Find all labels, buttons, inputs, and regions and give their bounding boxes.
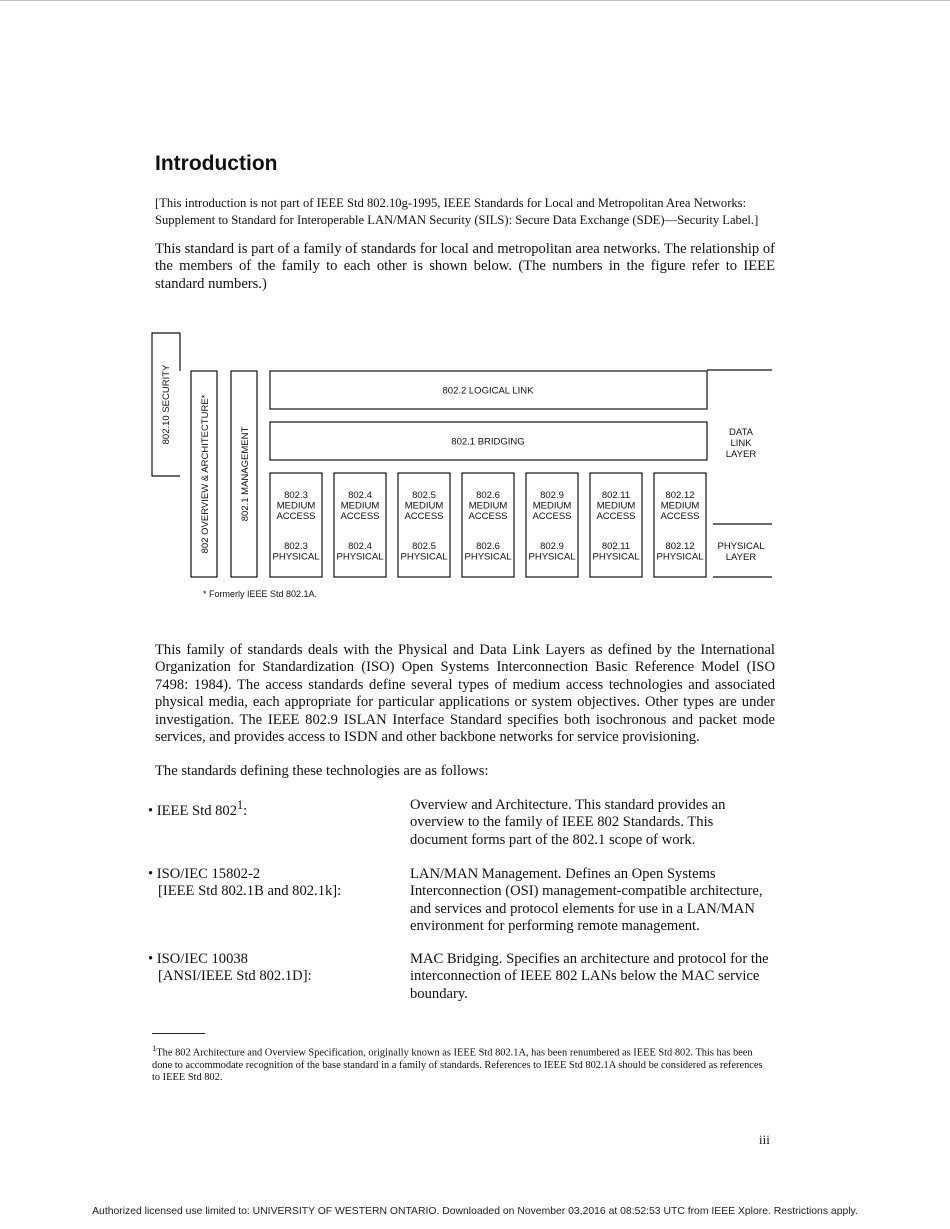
intro-paragraph: This standard is part of a family of standards for local and metropolitan area networks. The relationship of the members of the family to each other is shown below. (The numbers in the figure refer to IEEE standard numbers.)	[155, 241, 775, 292]
physical-label: PHYSICAL	[400, 551, 448, 563]
medium-access-label: MEDIUM	[660, 500, 700, 512]
physical-label: PHYSICAL	[336, 551, 384, 563]
medium-access-label: 802.4	[348, 490, 372, 501]
medium-access-label: ACCESS	[468, 511, 508, 522]
physical-label: 802.4	[348, 541, 372, 552]
label-suffix: :	[243, 802, 248, 819]
medium-access-label: MEDIUM	[532, 500, 572, 512]
medium-access-label: 802.11	[601, 490, 631, 501]
footnote	[152, 1042, 772, 1085]
bridging-label: 802.1 BRIDGING	[451, 436, 525, 448]
medium-access-label: MEDIUM	[468, 500, 508, 512]
diagram-footnote: * Formerly IEEE Std 802.1A.	[203, 589, 318, 599]
physical-layer-line: LAYER	[725, 552, 757, 563]
standard-item-label	[148, 951, 398, 986]
standard-item-description: Overview and Architecture. This standard provides an overview to the family of IEEE 802 Standards. This document forms part of the 802.1 scope of work.	[410, 797, 726, 848]
physical-layer-label	[718, 541, 765, 563]
medium-access-label: MEDIUM	[596, 500, 636, 512]
medium-access-label: 802.12	[665, 490, 695, 501]
data-link-layer-label	[726, 427, 757, 460]
page-number: iii	[759, 1132, 770, 1147]
physical-layer-line: PHYSICAL	[717, 541, 765, 552]
standard-item-label	[148, 797, 398, 820]
physical-label: 802.9	[540, 541, 564, 552]
medium-access-label: MEDIUM	[276, 500, 316, 512]
physical-label: 802.3	[284, 541, 308, 552]
footnote-text: The 802 Architecture and Overview Specification, originally known as IEEE Std 802.1A, has been renumbered as IEEE Std 802. This has been done to accommodate recognition of the base standard in a family of standards. References to IEEE Std 802.1A should be considered as references to IEEE Std 802.	[152, 1047, 763, 1084]
medium-access-label: 802.6	[476, 490, 500, 501]
data-link-line: LAYER	[725, 449, 757, 460]
list-intro: The standards defining these technologies are as follows:	[155, 763, 489, 779]
standard-item-label	[148, 866, 398, 901]
data-link-line: DATA	[729, 427, 753, 438]
physical-label: PHYSICAL	[528, 551, 576, 563]
medium-access-label: 802.3	[284, 490, 308, 501]
physical-label: PHYSICAL	[656, 551, 704, 563]
license-notice: Authorized licensed use limited to: UNIVERSITY OF WESTERN ONTARIO. Downloaded on November 03,2016 at 08:52:53 UTC from IEEE Xplore. Restrictions apply.	[92, 1206, 858, 1217]
medium-access-label: ACCESS	[532, 511, 572, 522]
data-link-line: LINK	[730, 438, 752, 449]
bullet: •	[148, 866, 154, 882]
footnote-ref: 1	[237, 798, 244, 812]
family-paragraph: This family of standards deals with the Physical and Data Link Layers as defined by the International Organization for Standardization (ISO) Open Systems Interconnection Basic Reference Model (ISO 7498: 1984). The access standards define several types of medium access technologies and associated physical media, each appropriate for particular applications or system objectives. Other types are under investigation. The IEEE 802.9 ISLAN Interface Standard specifies both isochronous and packet mode services, and provides access to ISDN and other backbone networks for service provisioning.	[155, 642, 775, 746]
medium-access-label: ACCESS	[660, 511, 700, 522]
standard-name-line2: [IEEE Std 802.1B and 802.1k]:	[158, 883, 342, 900]
physical-label: PHYSICAL	[272, 551, 320, 563]
standard-item-description: MAC Bridging. Specifies an architecture and protocol for the interconnection of IEEE 802 LANs below the MAC service boundary.	[410, 951, 769, 1002]
medium-access-label: ACCESS	[404, 511, 444, 522]
overview-label: 802 OVERVIEW & ARCHITECTURE*	[200, 394, 211, 554]
medium-access-label: 802.9	[540, 490, 564, 501]
physical-label: PHYSICAL	[592, 551, 640, 563]
medium-access-label: MEDIUM	[404, 500, 444, 512]
bullet: •	[148, 951, 154, 967]
physical-label: 802.6	[476, 541, 500, 552]
standard-item-description: LAN/MAN Management. Defines an Open Systems Interconnection (OSI) management-compatible architecture, and services and protocol elements for use in a LAN/MAN environment for performing remote management.	[410, 866, 763, 935]
security-label: 802.10 SECURITY	[161, 364, 172, 445]
standard-name: IEEE Std 802	[156, 802, 238, 819]
page-title: Introduction	[155, 152, 278, 175]
medium-access-label: MEDIUM	[340, 500, 380, 512]
standard-name: ISO/IEC 15802-2	[156, 866, 261, 882]
physical-label: 802.12	[665, 541, 695, 552]
medium-access-label: 802.5	[412, 490, 436, 501]
standard-name-line2: [ANSI/IEEE Std 802.1D]:	[158, 968, 312, 985]
standard-name: ISO/IEC 10038	[156, 951, 248, 967]
physical-label: 802.5	[412, 541, 436, 552]
bracket-note: [This introduction is not part of IEEE Std 802.10g-1995, IEEE Standards for Local and Metropolitan Area Networks: Supplement to Standard for Interoperable LAN/MAN Security (SILS): Secure Data Exchange (SDE)—Security Label.]	[155, 196, 759, 227]
medium-access-label: ACCESS	[596, 511, 636, 522]
logical-link-label: 802.2 LOGICAL LINK	[442, 385, 534, 397]
medium-access-label: ACCESS	[276, 511, 316, 522]
footnote-mark: 1	[152, 1043, 157, 1053]
bullet: •	[148, 802, 154, 819]
medium-access-label: ACCESS	[340, 511, 380, 522]
footnote-rule	[152, 1033, 205, 1034]
physical-label: 802.11	[601, 541, 631, 552]
management-label: 802.1 MANAGEMENT	[240, 426, 251, 522]
physical-label: PHYSICAL	[464, 551, 512, 563]
